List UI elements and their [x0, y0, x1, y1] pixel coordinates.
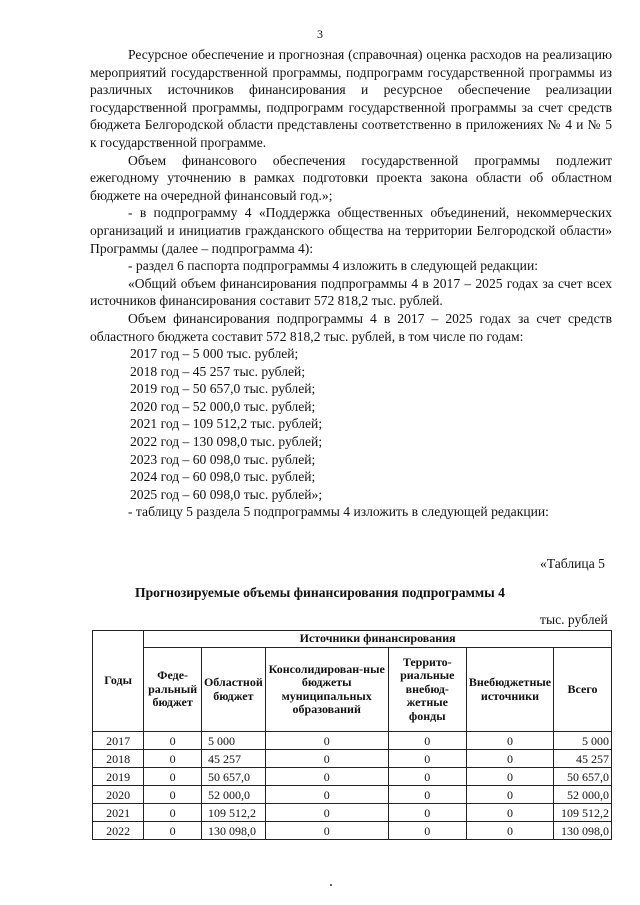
table-row: [93, 822, 612, 840]
cell-total: 52 000,0: [554, 786, 612, 804]
cell-total: 130 098,0: [554, 822, 612, 840]
header-municipal: Консолидирован-ные бюджеты муниципальных образований: [265, 648, 388, 732]
year-line: 2024 год – 60 098,0 тыс. рублей;: [130, 469, 316, 485]
cell-regional: 52 000,0: [201, 786, 265, 804]
cell-territorial: 0: [388, 732, 466, 750]
cell-municipal: 0: [265, 804, 388, 822]
cell-total: 109 512,2: [554, 804, 612, 822]
cell-municipal: 0: [265, 786, 388, 804]
cell-federal: 0: [144, 822, 202, 840]
year-line: 2020 год – 52 000,0 тыс. рублей;: [130, 398, 316, 414]
header-regional: Областной бюджет: [201, 648, 265, 732]
scan-speck: [330, 884, 332, 886]
cell-year: 2019: [93, 768, 144, 786]
table-units: тыс. рублей: [540, 612, 608, 627]
header-federal: Феде-ральный бюджет: [144, 648, 202, 732]
header-extrabudgetary: Внебюджетные источники: [466, 648, 553, 732]
page-number: 3: [317, 27, 323, 41]
cell-federal: 0: [144, 732, 202, 750]
cell-extrabudgetary: 0: [466, 822, 553, 840]
cell-extrabudgetary: 0: [466, 750, 553, 768]
cell-regional: 109 512,2: [201, 804, 265, 822]
cell-territorial: 0: [388, 768, 466, 786]
cell-total: 45 257: [554, 750, 612, 768]
year-line: 2022 год – 130 098,0 тыс. рублей;: [130, 434, 323, 450]
cell-federal: 0: [144, 750, 202, 768]
table-row: [93, 804, 612, 822]
cell-year: 2021: [93, 804, 144, 822]
cell-territorial: 0: [388, 822, 466, 840]
paragraph-table-instruction: - таблицу 5 раздела 5 подпрограммы 4 изложить в следующей редакции:: [128, 504, 549, 520]
financing-table: [92, 630, 612, 840]
year-line: 2021 год – 109 512,2 тыс. рублей;: [130, 416, 323, 432]
cell-territorial: 0: [388, 804, 466, 822]
cell-year: 2017: [93, 732, 144, 750]
cell-federal: 0: [144, 768, 202, 786]
cell-total: 50 657,0: [554, 768, 612, 786]
table-row: [93, 732, 612, 750]
header-total: Всего: [554, 648, 612, 732]
cell-federal: 0: [144, 804, 202, 822]
cell-municipal: 0: [265, 768, 388, 786]
paragraph-total-financing: «Общий объем финансирования подпрограммы 4 в 2017 – 2025 годах за счет всех источников финансирования составит 572 818,2 тыс. рублей.: [90, 275, 612, 309]
paragraph-subprogram-4: - в подпрограмму 4 «Поддержка общественных объединений, некоммерческих организаций и инициатив гражданского общества на территории Белгородской области» Программы (далее – подпрограмма 4):: [90, 205, 612, 256]
header-territorial-funds: Террито-риальные внебюд-жетные фонды: [388, 648, 466, 732]
cell-extrabudgetary: 0: [466, 768, 553, 786]
paragraph-volume-update: Объем финансового обеспечения государственной программы подлежит ежегодному уточнению в рамках подготовки проекта закона области об областном бюджете на очередной финансовый год.»;: [90, 152, 612, 203]
cell-federal: 0: [144, 786, 202, 804]
cell-municipal: 0: [265, 822, 388, 840]
year-list: [90, 345, 612, 503]
table-title: Прогнозируемые объемы финансирования подпрограммы 4: [135, 585, 505, 600]
cell-year: 2022: [93, 822, 144, 840]
cell-extrabudgetary: 0: [466, 786, 553, 804]
table-row: [93, 786, 612, 804]
document-body: [90, 46, 612, 521]
cell-municipal: 0: [265, 750, 388, 768]
cell-total: 5 000: [554, 732, 612, 750]
cell-regional: 5 000: [201, 732, 265, 750]
cell-extrabudgetary: 0: [466, 804, 553, 822]
table-row: [93, 750, 612, 768]
year-line: 2025 год – 60 098,0 тыс. рублей»;: [130, 486, 323, 502]
cell-regional: 130 098,0: [201, 822, 265, 840]
year-line: 2017 год – 5 000 тыс. рублей;: [130, 346, 299, 362]
header-years: Годы: [93, 631, 144, 732]
cell-year: 2018: [93, 750, 144, 768]
cell-territorial: 0: [388, 750, 466, 768]
year-line: 2019 год – 50 657,0 тыс. рублей;: [130, 381, 316, 397]
paragraph-resources: Ресурсное обеспечение и прогнозная (справочная) оценка расходов на реализацию мероприятий государственной программы, подпрограмм государственной программы из различных источников финансирования и ресурсное обеспечение реализации государственной программы, подпрограмм государственной программы за счет средств бюджета Белгородской области представлены соответственно в приложениях № 4 и № 5 к государственной программе.: [90, 47, 612, 150]
cell-regional: 50 657,0: [201, 768, 265, 786]
header-sources-group: Источники финансирования: [144, 631, 612, 648]
cell-extrabudgetary: 0: [466, 732, 553, 750]
paragraph-section-6: - раздел 6 паспорта подпрограммы 4 изложить в следующей редакции:: [128, 258, 539, 274]
cell-year: 2020: [93, 786, 144, 804]
paragraph-regional-budget: Объем финансирования подпрограммы 4 в 2017 – 2025 годах за счет средств областного бюджета составит 572 818,2 тыс. рублей, в том числе по годам:: [90, 310, 612, 344]
cell-municipal: 0: [265, 732, 388, 750]
cell-regional: 45 257: [201, 750, 265, 768]
table-label: «Таблица 5: [540, 556, 605, 571]
cell-territorial: 0: [388, 786, 466, 804]
year-line: 2018 год – 45 257 тыс. рублей;: [130, 363, 306, 379]
year-line: 2023 год – 60 098,0 тыс. рублей;: [130, 451, 316, 467]
table-row: [93, 768, 612, 786]
